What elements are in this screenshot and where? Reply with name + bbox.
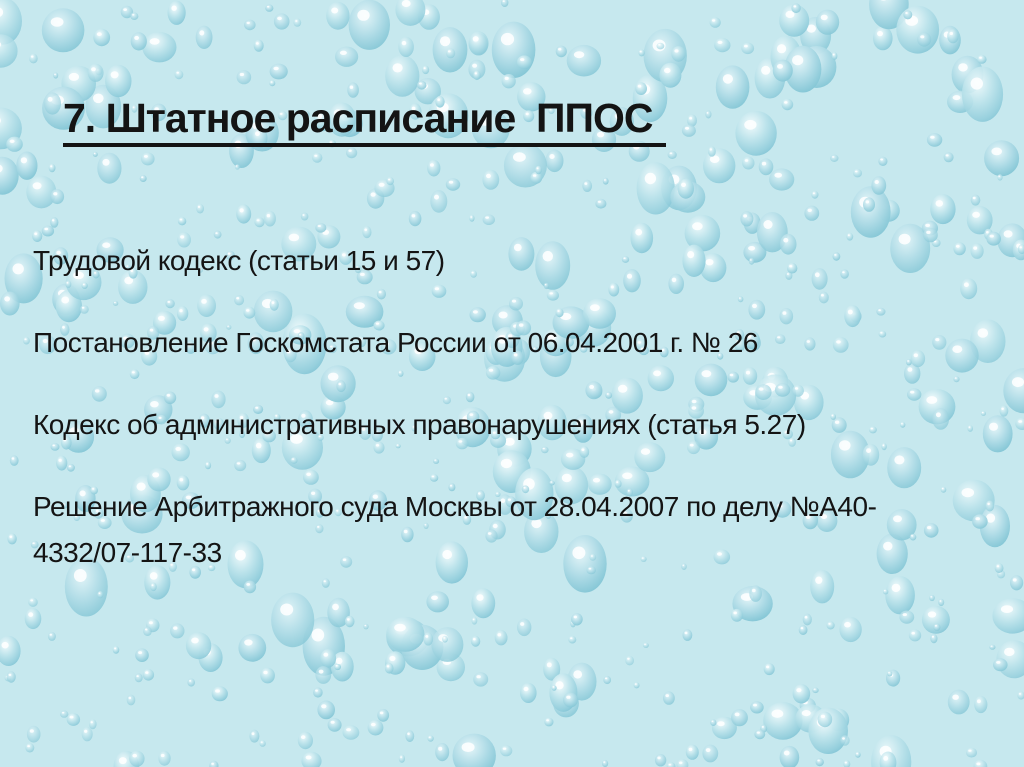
paragraph-reshenie-arbitrazhnogo-suda: Решение Арбитражного суда Москвы от 28.04.2007 по делу №А40-4332/07-117-33 bbox=[33, 491, 877, 568]
paragraph-trudovoy-kodeks: Трудовой кодекс (статьи 15 и 57) bbox=[33, 245, 445, 276]
paragraph-postanovlenie-goskomstata: Постановление Госкомстата России от 06.04.2001 г. № 26 bbox=[33, 327, 758, 358]
slide-body bbox=[33, 238, 933, 576]
slide-title: 7. Штатное расписание ППОС bbox=[63, 96, 666, 147]
paragraph-kodeks-administrativnye: Кодекс об административных правонарушениях (статья 5.27) bbox=[33, 409, 806, 440]
